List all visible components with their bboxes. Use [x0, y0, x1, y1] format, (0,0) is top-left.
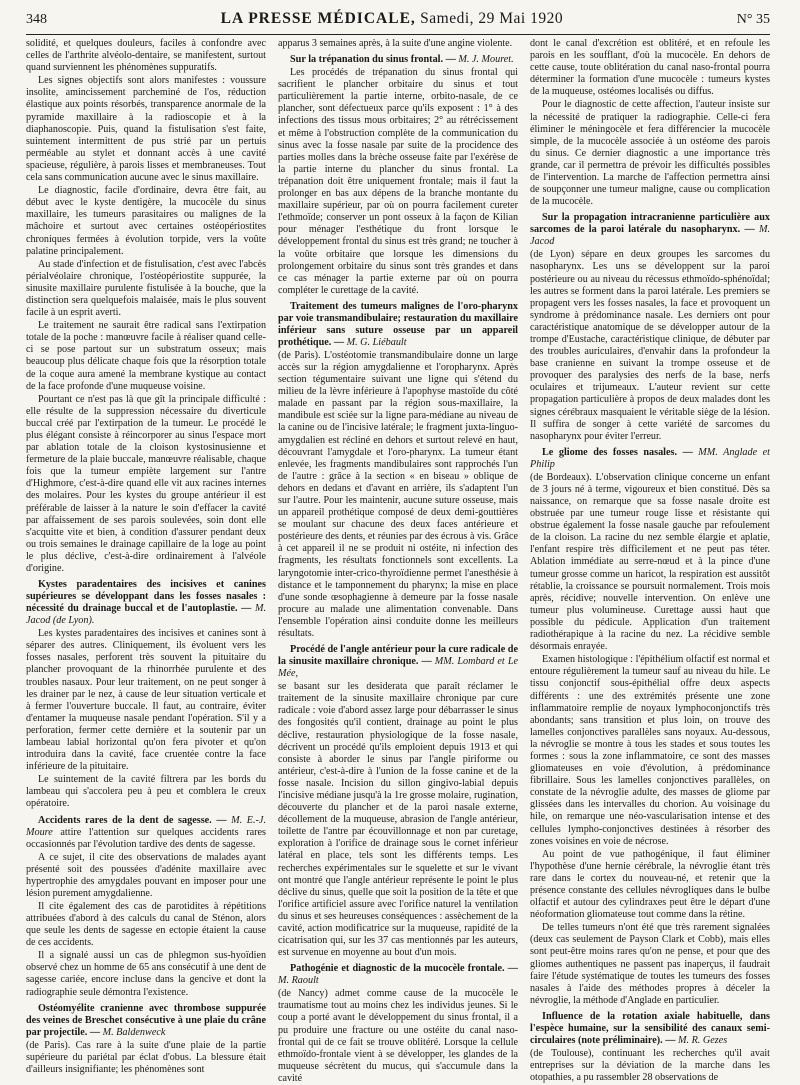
paragraph: De telles tumeurs n'ont été que très rarement signalées (deux cas seulement de Payson Clark et Cobb), mais elles sont peut-être moins rares qu'on ne pense, et pour que des gliomes authentiques ne passent pas inaperçus, il faudrait faire l'étude systématique de toutes les tumeurs des fosses nasales à l'aide des méthodes propres à déceler la névroglie, la méthode d'Anglade en particulier.: [530, 922, 770, 1006]
paragraph: Il cite également des cas de parotidites à répétitions attribuées d'abord à des calculs du canal de Sténon, alors que seule les dents de sagesse en ectopie étaient la cause de ces accidents.: [26, 900, 266, 949]
heading-title: Pathogénie et diagnostic de la mucocèle frontale. —: [290, 963, 518, 975]
heading-author: M. Raoult: [278, 975, 319, 987]
heading-title: Sur la propagation intracranienne particulière aux sarcomes de la paroi latérale du nasopharynx. —: [530, 212, 770, 236]
heading-title: Kystes paradentaires des incisives et canines supérieures se développant dans les fosses nasales : nécessité du drainage buccal et de l'autoplastie. —: [26, 579, 266, 615]
paragraph: apparus 3 semaines après, à la suite d'une angine violente.: [278, 38, 513, 49]
article-heading: [530, 212, 770, 248]
heading-author: M. R. Gezes: [677, 1034, 728, 1046]
heading-continuation: attire l'attention sur quelques accidents rares occasionnés par l'évolution tardive des dents de sagesse.: [26, 826, 266, 850]
paragraph: (de Bordeaux). L'observation clinique concerne un enfant de 3 jours né à terme, vigoureux et bien constitué. Dès sa naissance, on remarque que sa fosse nasale droite est obstruée par une tumeur rouge lisse et résistante qui obstrue également la fosse nasale gauche par refoulement de la cloison. La racine du nez semble élargie et aplatie, l'enfant respire très difficilement et ne peut pas téter. Ablation immédiate au serre-nœud et à la pince d'une tumeur grosse comme un haricot, la respiration est aussitôt rétablie, la croissance se poursuit normalement. Trois mois après, récidive; nouvelle intervention. On enlève une tumeur plus volumineuse. Curettage aussi haut que possible du pédicule. Application d'un traitement radiothérapique à la racine du nez. La récidive semble désormais enrayée.: [530, 471, 770, 653]
paragraph: Examen histologique : l'épithélium olfactif est normal et entoure régulièrement la tumeur sauf au niveau du hile. Le tissu conjonctif sous-épithélial offre deux aspects différents : une des extrémités présente une zone inflammatoire remplie de noyaux lymphoconjonctifs très abondants; sans transition et plus loin, on trouve des lamelles conjonctives parallèles sans noyaux. Au-dessous, la névroglie se montre à tous les stades et sous toutes les formes : sous la zone inflammatoire, ce sont des masses gliomateuses en voie d'évolution, à prédominance fibrillaire. Sous les lamelles conjonctives parallèles, on constate de la névroglie adulte, des masses de gliome par glissées dans les intervalles du chorion. Au voisinage du hile, on remarque une néo-vascularisation intense et des cellules lympho-conjonctives destinées à résorber des zones voisines en voie de nécrose.: [530, 654, 770, 847]
paragraph: Les kystes paradentaires des incisives et canines sont à séparer des autres. Cliniquement, ils évoluent vers les fosses nasales, perforent très souvent la pituitaire du plancher provoquant de la rhinorrhée purulente et des troubles nasaux. Pour leur traitement, on ne peut songer à les drainer par le nez, à cause de leur situation verticale et à fermer l'ouverture buccale. Il faut, au contraire, éviter d'entamer la muqueuse nasale pendant l'opération. S'il y a perforation, fermer cette dernière et la soutenir par un lambeau labial horizontal qu'on fera pivoter et qu'on introduira dans la cavité, face cruentée contre la face inférieure de la pituitaire.: [26, 628, 266, 773]
paragraph: Le suintement de la cavité filtrera par les bords du lambeau qui s'accolera peu à peu et comblera le creux opératoire.: [26, 774, 266, 810]
article-heading: [530, 1011, 770, 1047]
heading-author: M. G. Liébault: [346, 336, 407, 348]
article-heading: [26, 1003, 266, 1039]
paragraph: (de Nancy) admet comme cause de la mucocèle le traumatisme tout au moins chez les individus jeunes. Si le coup a porté avant le développement du sinus frontal, il a pu produire une fracture ou une ostéite du canal naso-frontal qui de ce fait se trouve oblitéré. Lorsque la cellule ethmoïdo-frontale vient à se développer, les glandes de la muqueuse sécrètent du mucus, qui s'accumule dans la cavité: [278, 988, 518, 1084]
article-heading: [530, 447, 770, 471]
article-heading: [26, 579, 266, 627]
article-heading: [278, 644, 518, 680]
paragraph: Les signes objectifs sont alors manifestes : voussure insolite, amincissement parcheminé de l'os, réduction élastique aux points résorbés, transparence anormale de la pyramide maxillaire à la radioscopie et à la diaphanoscopie. Puis, quand la fistulisation s'est faite, suintement intermittent de pus strié par un pertuis perméable au stylet et donnant accès à une cavité spacieuse, régulière, à parois lisses et membraneuses. Tout cela sans communication aucune avec le sinus maxillaire.: [26, 75, 266, 184]
paragraph: Au point de vue pathogénique, il faut éliminer l'hypothèse d'une hernie cérébrale, la névroglie étant très rare dans le cortex du nouveau-né, et retenir que la présence constante des cellules névrogliques dans le bulbe olfactif et autour des cylindraxes peut être le départ d'une néoformation gliomateuse tout comme dans la rétine.: [530, 848, 770, 921]
heading-author: M. Jacod: [530, 224, 771, 248]
heading-title: Traitement des tumeurs malignes de l'oro-pharynx par voie transmandibulaire; restauration du maxillaire inférieur sans suture osseuse par un appareil prothétique. —: [278, 300, 518, 348]
article-heading: [278, 301, 518, 349]
paragraph: Pour le diagnostic de cette affection, l'auteur insiste sur la nécessité de pratiquer la radiographie. Celle-ci fera éliminer le méningocèle et fera différencier la mucocèle simple, de la mucocèle associée à un ostéome des parois du sinus. Ce dernier diagnostic a une importance très grande, car il permettra de prévoir les difficultés possibles de l'intervention. La marche de l'affection permettra ainsi de soupçonner une tumeur maligne, cause ou complication de la mucocèle.: [530, 99, 770, 208]
article-heading: [278, 54, 518, 66]
heading-title: Procédé de l'angle antérieur pour la cure radicale de la sinusite maxillaire chronique. —: [278, 644, 518, 668]
heading-author: M. Jacod (de Lyon).: [26, 603, 266, 627]
column-2: [278, 38, 519, 1084]
text-columns: [26, 38, 771, 1084]
paragraph: Il a signalé aussi un cas de phlegmon sus-hyoïdien observé chez un homme de 65 ans consécutif à une dent de sagesse cariée, encore incluse dans la gencive et dont la radiographie seule démontra l'existence.: [26, 950, 266, 998]
journal-title: LA PRESSE MÉDICALE,: [220, 10, 416, 27]
paragraph: (de Paris). L'ostéotomie transmandibulaire donne un large accès sur la région amygdalienne et l'oropharynx. Après section tégumentaire suivant une ligne qui s'étend du milieu de la lèvre inférieure à l'apophyse mastoïde du côté malade en passant par la région sous-maxillaire, la mandibule est sciée sur la ligne para-médiane au niveau de la canine ou de l'incisive latérale; le fragment juxta-linguo-amygdalien est récliné en dehors et surtout relevé en haut, découvrant l'amygdale et l'oro-pharynx. La tumeur étant enlevée, les fragments mandibulaires sont rapprochés l'un de l'autre : grâce à la section « en biseau » oblique de dehors en dedans et d'avant en arrière, ils s'adaptent l'un sur l'autre. Pour les maintenir, aucune suture osseuse, mais un appareil prothétique composé de deux demi-gouttières se moulant sur chacune des deux faces antérieure et postérieure des dents, et réunies par des écrous à vis. Grâce à cet appareil il ne se produit ni ostéite, ni infection des fragments, les résultats fonctionnels sont excellents. La laryngotomie inter-crico-thyroïdienne permet l'anesthésie à distance et le tamponnement du pharynx; la mise en place d'une sonde œsophagienne à demeure par la fosse nasale procure au malade une alimentation convenable. Dans l'ensemble l'opération ainsi conduite donne les meilleurs résultats.: [278, 349, 518, 640]
page-number: 348: [26, 12, 47, 27]
paragraph: solidité, et quelques douleurs, faciles à confondre avec celles de l'arthrite alvéolo-dentaire, se manifestent, surtout quand surviennent les phénomènes suppuratifs.: [26, 38, 266, 74]
heading-author: MM. Lombard et Le Mée,: [278, 656, 519, 680]
paragraph: (de Paris). Cas rare à la suite d'une plaie de la partie supérieure du pariétal par éclat d'obus. La blessure était d'ailleurs insignifiante; les phénomènes sont: [26, 1039, 266, 1075]
article-heading: [278, 963, 518, 987]
column-3: [530, 38, 771, 1084]
paragraph: (de Toulouse), continuant les recherches qu'il avait entreprises sur la déviation de la marche dans les otopathies, a pu rassembler 28 observations de: [530, 1047, 770, 1084]
paragraph: Pourtant ce n'est pas là que gît la principale difficulté : elle résulte de la suppression nécessaire du diverticule buccal créé par l'extirpation de la tumeur. Le procédé le plus élégant consiste à réincorporer au sinus l'espace mort par ablation totale de la cloison kystosinusienne et fermeture de la plaie buccale, manœuvre réalisable, chaque fois que la tumeur empiète largement sur l'antre d'Highmore, c'est-à-dire quand elle vit aux racines internes des molaires. Pour les kystes du groupe antérieur il est préférable de laisser à la nature le soin d'effacer la cavité par affaissement de ses parois soulevées, soin dont elle s'acquitte vite et bien, à condition d'assurer pendant deux ou trois semaines le drainage capillaire de la loge au point le plus déclive, c'est-à-dire ordinairement à l'alvéole d'origine.: [26, 393, 266, 575]
issue-date: Samedi, 29 Mai 1920: [420, 10, 564, 27]
masthead-center: [221, 10, 563, 28]
heading-author: MM. Anglade et Philip: [530, 446, 770, 470]
heading-title: Sur la trépanation du sinus frontal. —: [290, 54, 456, 66]
heading-title: Ostéomyélite cranienne avec thrombose suppurée des veines de Breschet consécutive à une plaie du crâne par projectile. —: [26, 1002, 266, 1038]
paragraph: (de Lyon) sépare en deux groupes les sarcomes du nasopharynx. Les uns se développent sur la paroi postérieure ou au niveau du récessus ethmoïdo-sphénoïdal; les autres se forment dans la paroi latérale. Les premiers se propagent vers les fosses nasales, la face et provoquent un syndrome à prédominance nasale. Les derniers ont pour caractéristique anatomique de se développer autour de la trompe d'Eustache, caractéristique clinique, de débuter par des troubles auriculaires, d'envahir dans la profondeur la base cranienne en suivant la trompe osseuse et de provoquer des paralysies des nerfs de la base, nerfs oculaires et trijumeaux. L'auteur revient sur cette propagation particulière à propos de deux malades dont les signes cérébraux masquaient le véritable siège de la lésion. Il suffira de songer à cette variété de sarcomes du nasopharynx pour éviter l'erreur.: [530, 249, 770, 442]
paragraph: dont le canal d'excrétion est oblitéré, et en refoule les parois en les soufflant, d'où la mucocèle. En dehors de cette cause, toute oblitération du canal naso-frontal pourra déterminer la formation d'une mucocèle : tumeurs kystes de la muqueuse, ostéomes localisés ou diffus.: [530, 38, 770, 98]
paragraph: Le diagnostic, facile d'ordinaire, devra être fait, au début avec le kyste dentigère, la mucocèle du sinus maxillaire, les tumeurs parasitaires ou malignes de la mâchoire et surtout avec certaines ostéopériostites chroniques fermées à évolution torpide, vers la voûte palatine principalement.: [26, 185, 266, 257]
column-1: [26, 38, 266, 1076]
paragraph: se basant sur les desiderata que paraît réclamer le traitement de la sinusite maxillaire chronique par cure radicale : voie d'abord assez large pour débarrasser le sinus des fongosités qu'il contient, drainage au point le plus déclive, restauration physiologique de la fosse nasale, décrivent un procédé qu'ils emploient depuis 1913 et qui consiste à aborder le sinus par l'angle piriforme ou antérieur, c'est-à-dire à l'union de la fosse canine et de la fosse nasale. Incision du sillon gingivo-labial depuis l'incisive médiane jusqu'à la 1re grosse molaire, rugination, découverte du plancher et de la paroi nasale externe, décollement de la muqueuse, abrasion de l'angle antérieur, toilette de l'antre par écouvillonnage et non par curetage, exploration à l'orifice de drainage sous le cornet inférieur latéral en place, tels sont les différents temps. Les recherches expérimentales sur le squelette et sur le vivant ont montré que l'angle antérieur représente le point le plus déclive du sinus, quelle que soit la position de la tête et que l'orifice artificiel assure avec l'orifice naturel la ventilation du sinus et ses heureuses conséquences : assèchement de la cavité, action modificatrice sur la muqueuse, rapidité de la cicatrisation qui, sur les 37 cas mentionnés par les auteurs, est survenue en moyenne au bout d'un mois.: [278, 681, 518, 959]
heading-author: M. E.-J. Moure: [26, 814, 266, 838]
paragraph: A ce sujet, il cite des observations de malades ayant présenté soit des poussées d'adénite maxillaire avec hypertrophie des amygdales pouvant en imposer pour une lésion purement amygdalienne.: [26, 851, 266, 899]
heading-title: Accidents rares de la dent de sagesse. —: [38, 814, 227, 826]
issue-number: N° 35: [736, 12, 770, 27]
heading-title: Influence de la rotation axiale habituelle, dans l'espèce humaine, sur la sensibilité des canaux semi-circulaires (note préliminaire). —: [530, 1010, 770, 1046]
article-heading: [26, 815, 266, 851]
paragraph: Les procédés de trépanation du sinus frontal qui sacrifient le plancher orbitaire du sinus et tout particulièrement la partie interne, orbito-nasale, de ce plancher, sont défectueux parce qu'ils exposent : 1° à des infections des tissus mous orbitaires; 2° au rétrécissement et même à l'obstruction complète de la communication du sinus avec la fosse nasale par suite de la procidence des parties molles dans la brèche osseuse faite par l'exérèse de la partie interne du plancher du sinus frontal. La trépanation doit être uniquement frontale; mais il faut la prolonger en bas aux dépens de la branche montante du maxillaire supérieur, par où on pourra facilement cureter l'ethmoïde; conserver un pont osseux à la façon de Kilian pour ménager l'esthétique du front lorsque le développement frontal du sinus est très grand; ne toucher à la voûte orbitaire que lorsque les dimensions du prolongement orbitaire du sinus sont très grandes et dans ce cas ménager la partie externe par où on pourra compléter le curettage de la cavité.: [278, 67, 518, 296]
masthead: [26, 10, 770, 35]
heading-author: M. J. Mouret.: [458, 54, 514, 66]
paragraph: Au stade d'infection et de fistulisation, c'est avec l'abcès périalvéolaire chronique, l'ostéopériostite suppurée, la sinusite maxillaire purulente fistulisée à la bouche, que la distinction sera quelquefois malaisée, mais le plus souvent facile à un esprit averti.: [26, 258, 266, 319]
heading-author: M. Baldenweck: [102, 1026, 166, 1038]
heading-title: Le gliome des fosses nasales. —: [542, 446, 693, 458]
paragraph: Le traitement ne saurait être radical sans l'extirpation totale de la poche : manœuvre facile à réaliser quand celle-ci se pose partout sur un substratum osseux; mais beaucoup plus délicate chaque fois que la résorption totale de la coque aura amené la membrane kystique au contact de la face profonde d'une muqueuse voisine.: [26, 320, 266, 392]
